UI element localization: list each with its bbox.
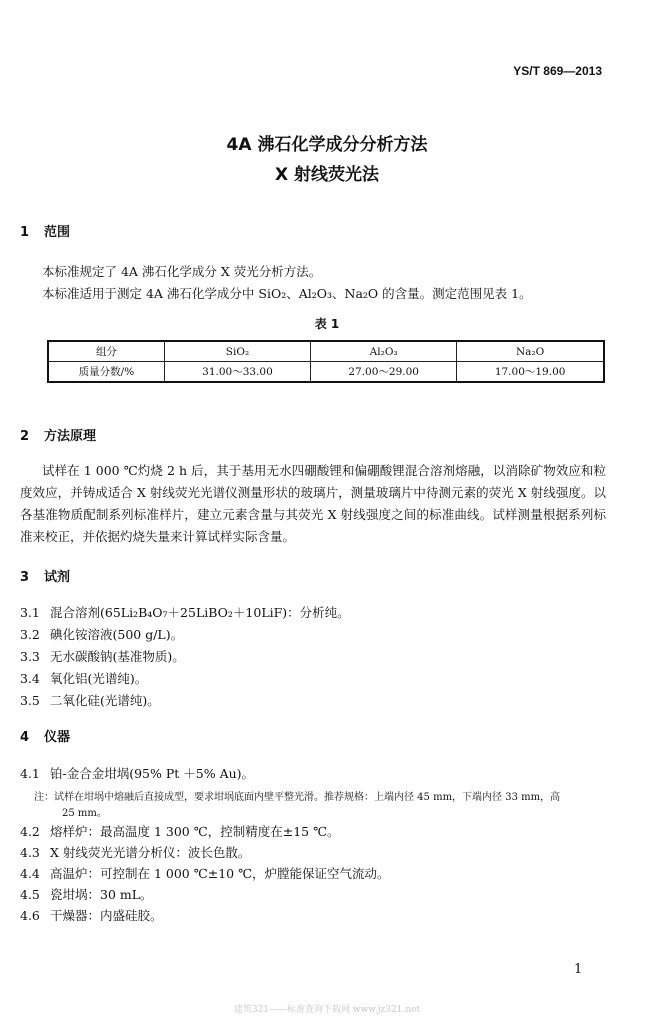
table-header-cell: SiO₂ [164,341,310,362]
section-1-heading [20,221,70,240]
list-item [20,864,390,882]
item-number: 4.5 [20,887,40,902]
item-text: 无水碳酸钠(基准物质)。 [50,649,185,664]
item-text: 碘化铵溶液(500 g/L)。 [50,627,184,642]
item-number: 3.1 [20,605,40,620]
section-number: 4 [20,730,30,745]
table-cell: 质量分数/% [48,362,164,383]
section-number: 1 [20,225,30,240]
table-cell: 17.00～19.00 [457,362,604,383]
item-text: 二氧化硅(光谱纯)。 [50,693,160,708]
list-item [20,647,185,665]
section-3-heading [20,566,70,585]
table-header-cell: Al₂O₃ [311,341,457,362]
item-text: 混合溶剂(65Li₂B₄O₇＋25LiBO₂＋10LiF)：分析纯。 [50,605,350,620]
document-title: 4A 沸石化学成分分析方法 [226,135,428,155]
table-header-row [48,341,604,362]
watermark: 建筑321——标准查询下载网 www.jz321.net [233,1005,421,1015]
section-title: 范围 [44,225,71,240]
list-item [20,885,153,903]
item-number: 4.4 [20,866,40,881]
section-2-paragraph: 试样在 1 000 ℃灼烧 2 h 后，其于基用无水四硼酸锂和偏硼酸锂混合溶剂熔融，以消除矿物效应和粒度效应，并铸成适合 X 射线荧光光谱仪测量形状的玻璃片，测量玻璃片中待测元素的荧光 X 射线强度。以各基准物质配制系列标准样片，建立元素含量与其荧光 X 射线强度之间的标准曲线。试样测量根据系列标准来校正，并依据灼烧失量来计算试样实际含量。 [20,463,606,544]
note-line: 注：试样在坩埚中熔融后直接成型，要求坩埚底面内壁平整光滑。推荐规格：上端内径 45 mm，下端内径 33 mm，高 [34,792,561,803]
item-number: 3.2 [20,627,40,642]
list-item [20,822,340,840]
list-item [20,764,254,782]
table-row [48,362,604,383]
item-number: 4.6 [20,908,40,923]
section-1-paragraph-1: 本标准规定了 4A 沸石化学成分 X 荧光分析方法。 [42,264,322,279]
section-number: 3 [20,570,30,585]
item-number: 3.5 [20,693,40,708]
table-header-cell: 组分 [48,341,164,362]
item-number: 3.3 [20,649,40,664]
section-4-heading [20,726,70,745]
list-item [20,906,163,924]
list-item [20,843,250,861]
item-number: 3.4 [20,671,40,686]
list-item [20,691,160,709]
item-number: 4.3 [20,845,40,860]
section-title: 仪器 [44,730,71,745]
item-text: 干燥器：内盛硅胶。 [50,908,163,923]
table-1 [47,340,605,383]
item-text: 氧化铝(光谱纯)。 [50,671,148,686]
note-line: 25 mm。 [62,808,107,819]
table-cell: 31.00～33.00 [164,362,310,383]
section-title: 方法原理 [44,429,97,444]
section-1-paragraph-2: 本标准适用于测定 4A 沸石化学成分中 SiO₂、Al₂O₃、Na₂O 的含量。测定范围见表 1。 [42,286,532,301]
section-2-heading [20,425,96,444]
item-text: X 射线荧光光谱分析仪：波长色散。 [50,845,251,860]
item-text: 铂-金合金坩埚(95% Pt ＋5% Au)。 [50,766,255,781]
table-cell: 27.00～29.00 [311,362,457,383]
item-text: 熔样炉：最高温度 1 300 ℃，控制精度在±15 ℃。 [50,824,340,839]
page-number: 1 [574,962,583,977]
item-text: 瓷坩埚：30 mL。 [50,887,153,902]
section-title: 试剂 [44,570,71,585]
table-caption: 表 1 [314,317,340,331]
table-header-cell: Na₂O [457,341,604,362]
list-item [20,669,147,687]
item-text: 高温炉：可控制在 1 000 ℃±10 ℃，炉膛能保证空气流动。 [50,866,390,881]
section-number: 2 [20,429,30,444]
document-subtitle: X 射线荧光法 [274,165,380,185]
list-item [20,625,183,643]
standard-code: YS/T 869—2013 [513,64,602,78]
item-number: 4.2 [20,824,40,839]
item-number: 4.1 [20,766,40,781]
list-item [20,603,350,621]
